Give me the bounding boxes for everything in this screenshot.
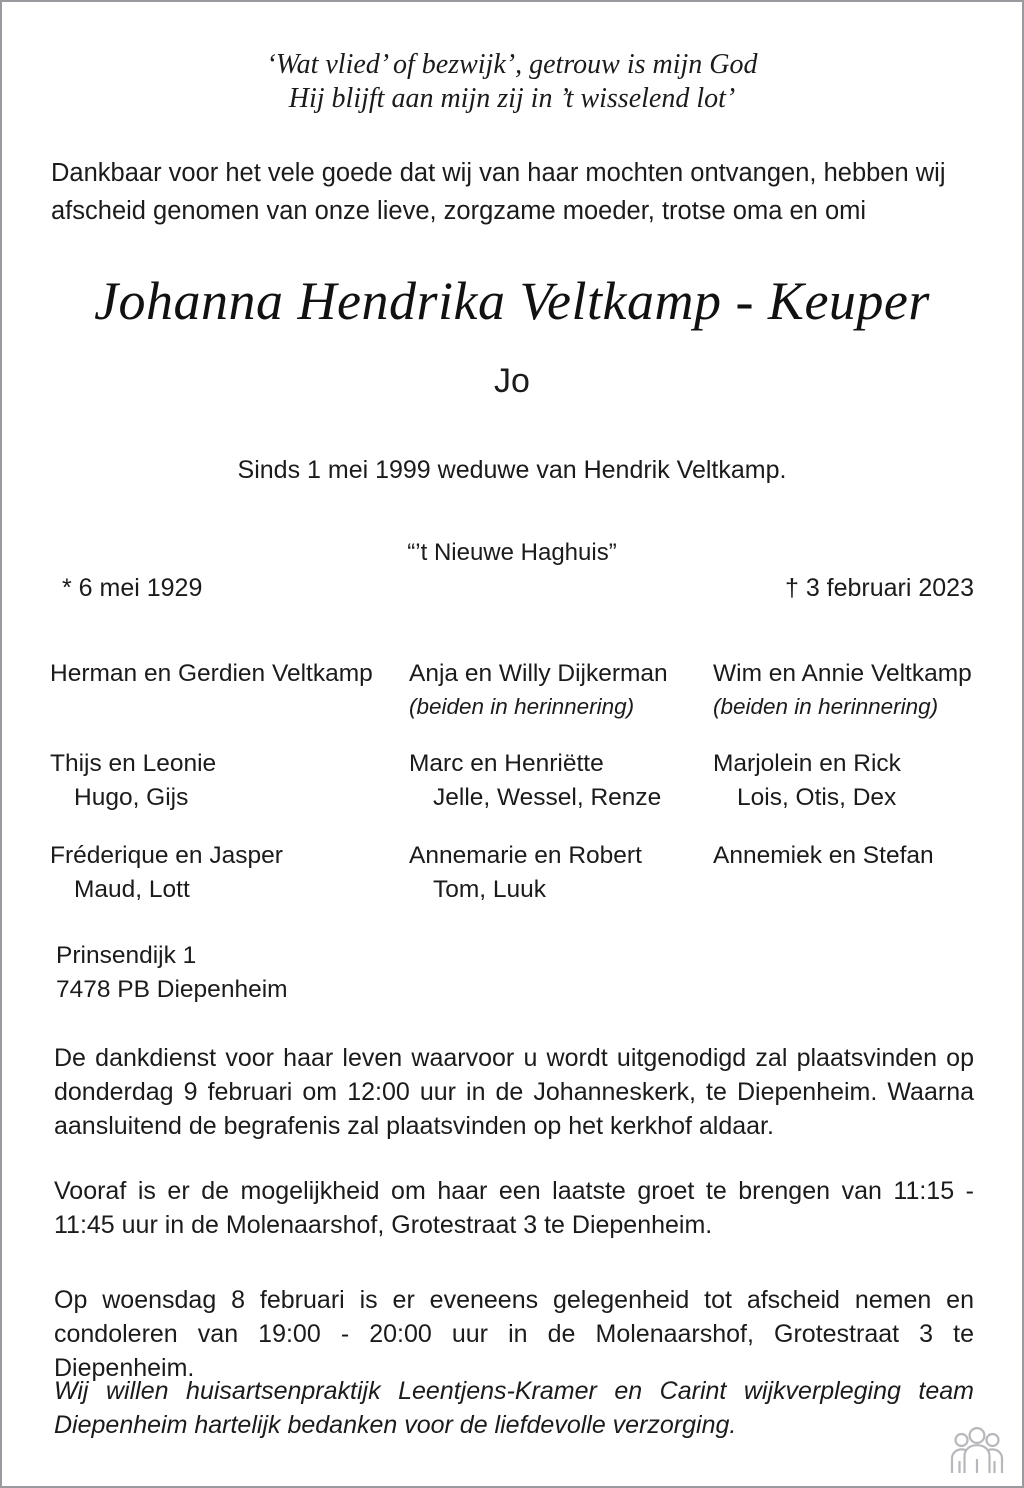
family-children: Tom, Luuk bbox=[433, 876, 547, 903]
verse-line-2: Hij blijft aan mijn zij in ’t wisselend lot’ bbox=[288, 83, 736, 114]
obituary-content bbox=[2, 2, 1022, 1486]
family-children: Maud, Lott bbox=[74, 876, 190, 903]
widow-statement: Sinds 1 mei 1999 weduwe van Hendrik Veltkamp. bbox=[237, 456, 787, 484]
thanks-paragraph: Wij willen huisartsenpraktijk Leentjens-Kramer en Carint wijkverpleging team Diepenheim hartelijk bedanken voor de liefdevolle verzorging. bbox=[54, 1377, 974, 1439]
service-paragraph-3: Op woensdag 8 februari is er eveneens gelegenheid tot afscheid nemen en condoleren van 19:00 - 20:00 uur in de Molenaarshof, Grotestraat 3 te Diepenheim. bbox=[54, 1286, 974, 1382]
family-list bbox=[50, 657, 990, 931]
service-paragraph-1: De dankdienst voor haar leven waarvoor u wordt uitgenodigd zal plaatsvinden op donderdag 9 februari om 12:00 uur in de Johanneskerk, te Diepenheim. Waarna aansluitend de begrafenis zal plaatsvinden op het kerkhof aldaar. bbox=[54, 1044, 974, 1140]
family-cell bbox=[713, 839, 990, 907]
family-parents: Anja en Willy Dijkerman bbox=[409, 660, 668, 687]
family-children: Jelle, Wessel, Renze bbox=[433, 784, 662, 811]
family-parents: Marc en Henriëtte bbox=[409, 750, 604, 777]
family-parents: Thijs en Leonie bbox=[50, 750, 217, 777]
verse-line-1: ‘Wat vlied’ of bezwijk’, getrouw is mijn God bbox=[266, 49, 758, 80]
family-cell bbox=[409, 839, 713, 907]
deceased-nickname: Jo bbox=[494, 362, 530, 400]
intro-text bbox=[51, 154, 974, 230]
family-note: (beiden in herinnering) bbox=[713, 694, 939, 719]
family-parents: Wim en Annie Veltkamp bbox=[713, 660, 972, 687]
verse-block bbox=[2, 48, 1022, 116]
family-parents: Herman en Gerdien Veltkamp bbox=[50, 660, 373, 687]
family-children: Hugo, Gijs bbox=[74, 784, 189, 811]
birth-date: * 6 mei 1929 bbox=[62, 574, 203, 602]
family-row bbox=[50, 657, 990, 723]
family-row bbox=[50, 747, 990, 815]
family-children: Lois, Otis, Dex bbox=[737, 784, 897, 811]
people-group-icon bbox=[948, 1426, 1006, 1476]
address-block bbox=[56, 939, 288, 1007]
family-cell bbox=[409, 747, 713, 815]
intro-line-1: Dankbaar voor het vele goede dat wij van haar mochten ontvangen, hebben wij bbox=[51, 159, 946, 187]
family-parents: Annemarie en Robert bbox=[409, 842, 642, 869]
family-parents: Fréderique en Jasper bbox=[50, 842, 283, 869]
service-paragraph-2: Vooraf is er de mogelijkheid om haar een laatste groet te brengen van 11:15 - 11:45 uur in de Molenaarshof, Grotestraat 3 te Diepenheim. bbox=[54, 1177, 974, 1239]
family-parents: Marjolein en Rick bbox=[713, 750, 901, 777]
death-date: † 3 februari 2023 bbox=[784, 574, 974, 602]
life-dates bbox=[62, 572, 974, 604]
family-cell bbox=[713, 747, 990, 815]
deceased-full-name: Johanna Hendrika Veltkamp - Keuper bbox=[94, 271, 930, 331]
family-cell bbox=[50, 657, 409, 723]
address-street: Prinsendijk 1 bbox=[56, 942, 197, 969]
intro-line-2: afscheid genomen van onze lieve, zorgzame moeder, trotse oma en omi bbox=[51, 197, 867, 225]
address-city: 7478 PB Diepenheim bbox=[56, 976, 288, 1003]
family-row bbox=[50, 839, 990, 907]
family-cell bbox=[50, 747, 409, 815]
family-cell bbox=[713, 657, 990, 723]
family-cell bbox=[50, 839, 409, 907]
family-note: (beiden in herinnering) bbox=[409, 694, 635, 719]
family-cell bbox=[409, 657, 713, 723]
family-parents: Annemiek en Stefan bbox=[713, 842, 934, 869]
house-name: “’t Nieuwe Haghuis” bbox=[407, 539, 617, 566]
